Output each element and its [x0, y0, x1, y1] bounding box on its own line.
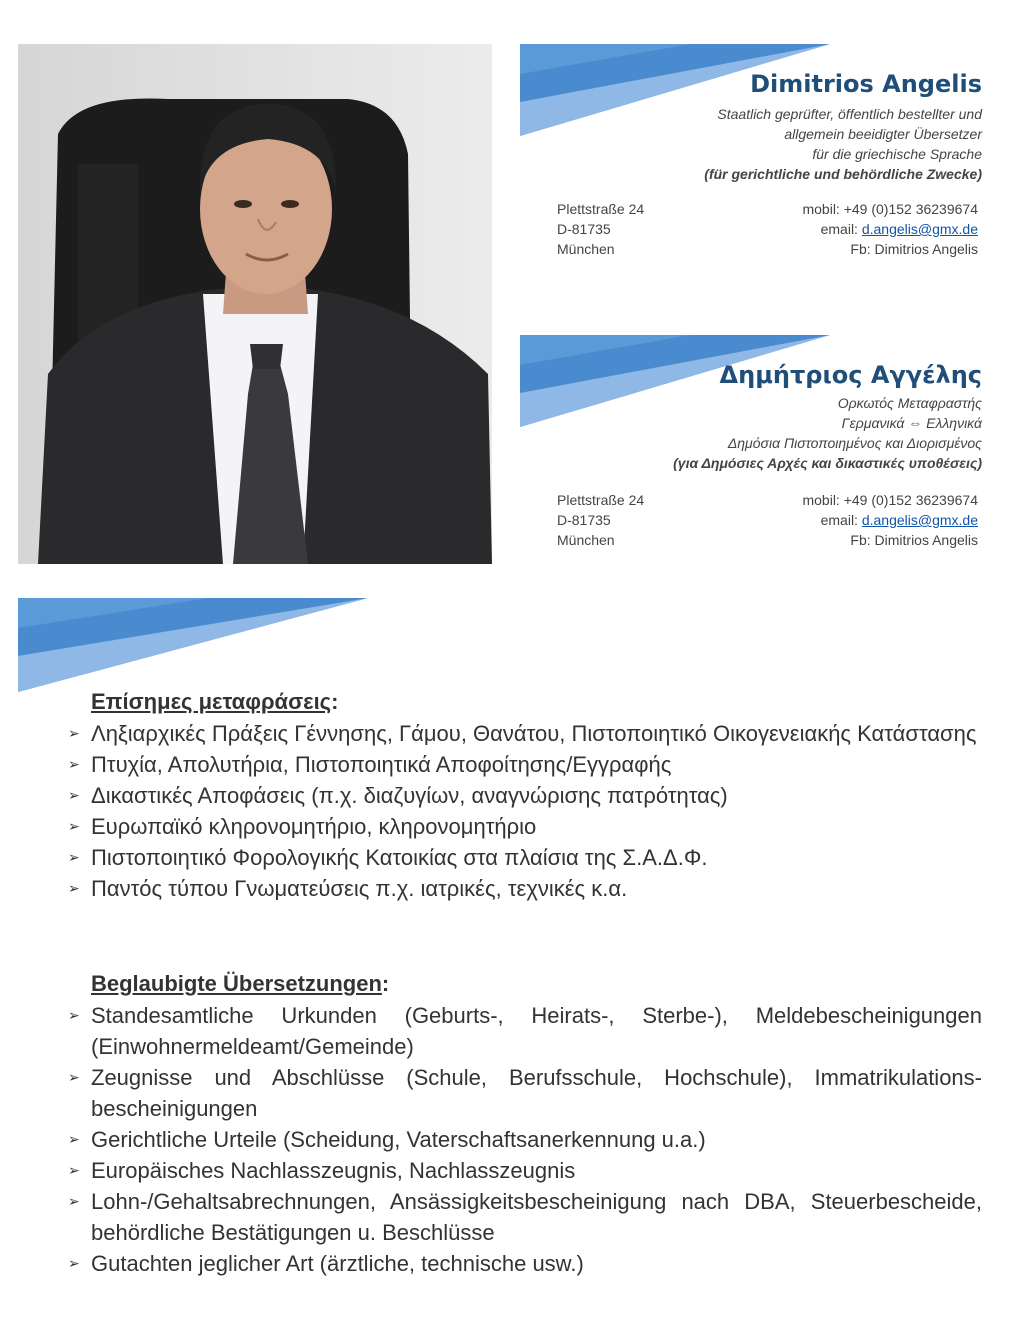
portrait-photo [18, 44, 492, 564]
list-item: ➢ Πτυχία, Απολυτήρια, Πιστοποιητικά Αποφοίτησης/Εγγραφής [68, 749, 982, 780]
bullet-arrow-icon: ➢ [68, 756, 80, 772]
list-greek [68, 718, 982, 904]
bullet-arrow-icon: ➢ [68, 787, 80, 803]
qualification-text-greek: Ορκωτός Μεταφραστής Γερμανικά ⇔ Ελληνικά Δημόσια Πιστοποιημένος και Διορισμένος (για Δημόσιες Αρχές και δικαστικές υποθέσεις) [673, 395, 982, 471]
translator-name-greek: Δημήτριος Αγγέλης [719, 361, 982, 389]
bullet-arrow-icon: ➢ [68, 880, 80, 896]
qualification-text: Staatlich geprüfter, öffentlich bestellter und allgemein beeidigter Übersetzer für die griechische Sprache (für gerichtliche und behördliche Zwecke) [704, 106, 982, 182]
section-title-greek: Επίσημες μεταφράσεις: [91, 689, 339, 714]
bullet-arrow-icon: ➢ [68, 1069, 80, 1085]
translator-name: Dimitrios Angelis [750, 70, 982, 98]
certified-translations-section [68, 968, 982, 1279]
bullet-arrow-icon: ➢ [68, 1162, 80, 1178]
list-item: ➢ Δικαστικές Αποφάσεις (π.χ. διαζυγίων, αναγνώρισης πατρότητας) [68, 780, 982, 811]
list-german [68, 1000, 982, 1279]
bullet-arrow-icon: ➢ [68, 1131, 80, 1147]
official-translations-section [68, 686, 982, 904]
address-block: Plettstraße 24 D-81735 München [557, 201, 645, 257]
list-item: ➢ Ευρωπαϊκό κληρονομητήριο, κληρονομητήριο [68, 811, 982, 842]
mobile-number: mobil: +49 (0)152 36239674 [802, 492, 978, 508]
bullet-arrow-icon: ➢ [68, 818, 80, 834]
bullet-arrow-icon: ➢ [68, 1255, 80, 1271]
contact-block: mobil: +49 (0)152 36239674 email: d.angelis@gmx.de Fb: Dimitrios Angelis [802, 492, 978, 548]
list-item: ➢ Standesamtliche Urkunden (Geburts-, Heirats-, Sterbe-), Meldebescheinigungen (Einwohnermeldeamt/Gemeinde) [68, 1000, 982, 1062]
contact-block: mobil: +49 (0)152 36239674 email: d.angelis@gmx.de Fb: Dimitrios Angelis [802, 201, 978, 257]
list-item: ➢ Lohn-/Gehaltsabrechnungen, Ansässigkeitsbescheinigung nach DBA, Steuerbescheide, behördliche Bestätigungen u. Beschlüsse [68, 1186, 982, 1248]
list-item: ➢ Παντός τύπου Γνωματεύσεις π.χ. ιατρικές, τεχνικές κ.α. [68, 873, 982, 904]
facebook-handle: Fb: Dimitrios Angelis [850, 241, 978, 257]
list-item: ➢ Gutachten jeglicher Art (ärztliche, technische usw.) [68, 1248, 982, 1279]
email-link[interactable]: d.angelis@gmx.de [861, 512, 978, 528]
list-item: ➢ Gerichtliche Urteile (Scheidung, Vaterschaftsanerkennung u.a.) [68, 1124, 982, 1155]
bullet-arrow-icon: ➢ [68, 849, 80, 865]
section-title-german: Beglaubigte Übersetzungen: [91, 971, 390, 996]
email-link[interactable]: d.angelis@gmx.de [861, 221, 978, 237]
list-item: ➢ Europäisches Nachlasszeugnis, Nachlasszeugnis [68, 1155, 982, 1186]
list-item: ➢ Πιστοποιητικό Φορολογικής Κατοικίας στα πλαίσια της Σ.Α.Δ.Φ. [68, 842, 982, 873]
business-card-greek [520, 335, 982, 555]
bullet-arrow-icon: ➢ [68, 725, 80, 741]
business-card-german [520, 44, 982, 264]
section-swoosh-graphic [18, 598, 368, 694]
list-item: ➢ Ληξιαρχικές Πράξεις Γέννησης, Γάμου, Θανάτου, Πιστοποιητικό Οικογενειακής Κατάστασης [68, 718, 982, 749]
list-item: ➢ Zeugnisse und Abschlüsse (Schule, Berufsschule, Hochschule), Immatrikulations-bescheinigungen [68, 1062, 982, 1124]
mobile-number: mobil: +49 (0)152 36239674 [802, 201, 978, 217]
bullet-arrow-icon: ➢ [68, 1007, 80, 1023]
facebook-handle: Fb: Dimitrios Angelis [850, 532, 978, 548]
address-block: Plettstraße 24 D-81735 München [557, 492, 645, 548]
bullet-arrow-icon: ➢ [68, 1193, 80, 1209]
